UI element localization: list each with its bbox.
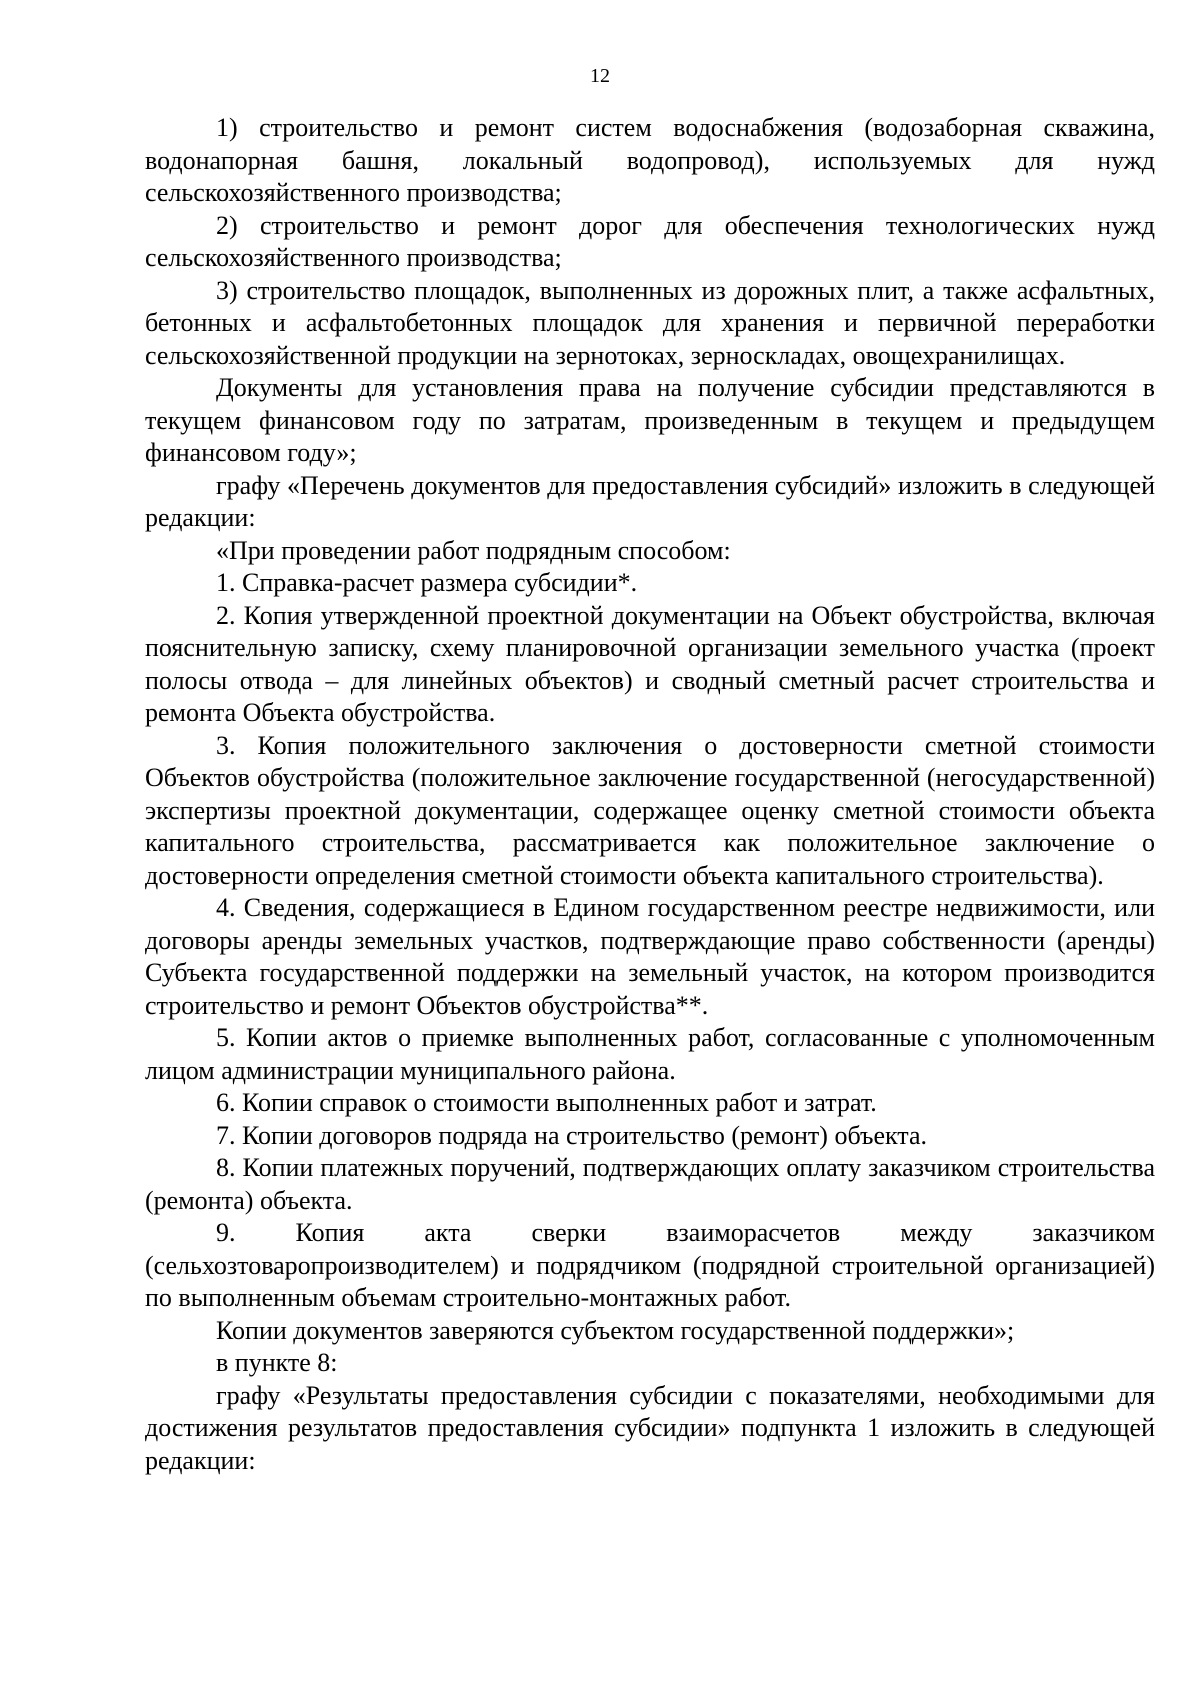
- list-item-6: 6. Копии справок о стоимости выполненных работ и затрат.: [216, 1088, 877, 1117]
- paragraph-column-results: графу «Результаты предоставления субсидии с показателями, необходимыми для достижения результатов предоставления субсидии» подпункта 1 изложить в следующей редакции:: [145, 1380, 1155, 1475]
- list-item-5: 5. Копии актов о приемке выполненных работ, согласованные с уполномоченным лицом администрации муниципального района.: [145, 1023, 1155, 1085]
- paragraph-contract-method: «При проведении работ подрядным способом:: [216, 535, 731, 565]
- paragraph-clause-8: в пункте 8:: [216, 1348, 338, 1377]
- list-item-1: 1. Справка-расчет размера субсидии*.: [216, 568, 638, 597]
- list-item-9: 9. Копия акта сверки взаиморасчетов между заказчиком (сельхозтоваропроизводителем) и подрядчиком (подрядной строительной организацией) по выполненным объемам строительно-монтажных работ.: [145, 1218, 1155, 1312]
- paragraph-item-1-water-supply: 1) строительство и ремонт систем водоснабжения (водозаборная скважина, водонапорная башня, локальный водопровод), используемых для нужд сельскохозяйственного производства;: [145, 113, 1155, 207]
- document-body: [145, 112, 1155, 1477]
- paragraph-item-2-roads: 2) строительство и ремонт дорог для обеспечения технологических нужд сельскохозяйственного производства;: [145, 210, 1155, 272]
- list-item-7: 7. Копии договоров подряда на строительство (ремонт) объекта.: [216, 1120, 928, 1150]
- list-item-8: 8. Копии платежных поручений, подтверждающих оплату заказчиком строительства (ремонта) объекта.: [145, 1153, 1155, 1215]
- page-number: 12: [590, 65, 610, 87]
- paragraph-copies-certified: Копии документов заверяются субъектом государственной поддержки»;: [216, 1315, 1015, 1345]
- paragraph-documents-submission: Документы для установления права на получение субсидии представляются в текущем финансовом году по затратам, произведенным в текущем и предыдущем финансовом году»;: [145, 373, 1155, 467]
- paragraph-item-3-platforms: 3) строительство площадок, выполненных из дорожных плит, а также асфальтных, бетонных и асфальтобетонных площадок для хранения и первичной переработки сельскохозяйственной продукции на зернотоках, зерноскладах, овощехранилищах.: [145, 275, 1155, 370]
- list-item-2: 2. Копия утвержденной проектной документации на Объект обустройства, включая пояснительную записку, схему планировочной организации земельного участка (проект полосы отвода – для линейных объектов) и сводный сметный расчет строительства и ремонта Объекта обустройства.: [145, 600, 1155, 727]
- list-item-3: 3. Копия положительного заключения о достоверности сметной стоимости Объектов обустройства (положительное заключение государственной (негосударственной) экспертизы проектной документации, содержащее оценку сметной стоимости объекта капитального строительства, рассматривается как положительное заключение о достоверности определения сметной стоимости объекта капитального строительства).: [145, 730, 1155, 890]
- list-item-4: 4. Сведения, содержащиеся в Едином государственном реестре недвижимости, или договоры аренды земельных участков, подтверждающие право собственности (аренды) Субъекта государственной поддержки на земельный участок, на котором производится строительство и ремонт Объектов обустройства**.: [145, 893, 1155, 1020]
- paragraph-column-document-list: графу «Перечень документов для предоставления субсидий» изложить в следующей редакции:: [145, 470, 1155, 532]
